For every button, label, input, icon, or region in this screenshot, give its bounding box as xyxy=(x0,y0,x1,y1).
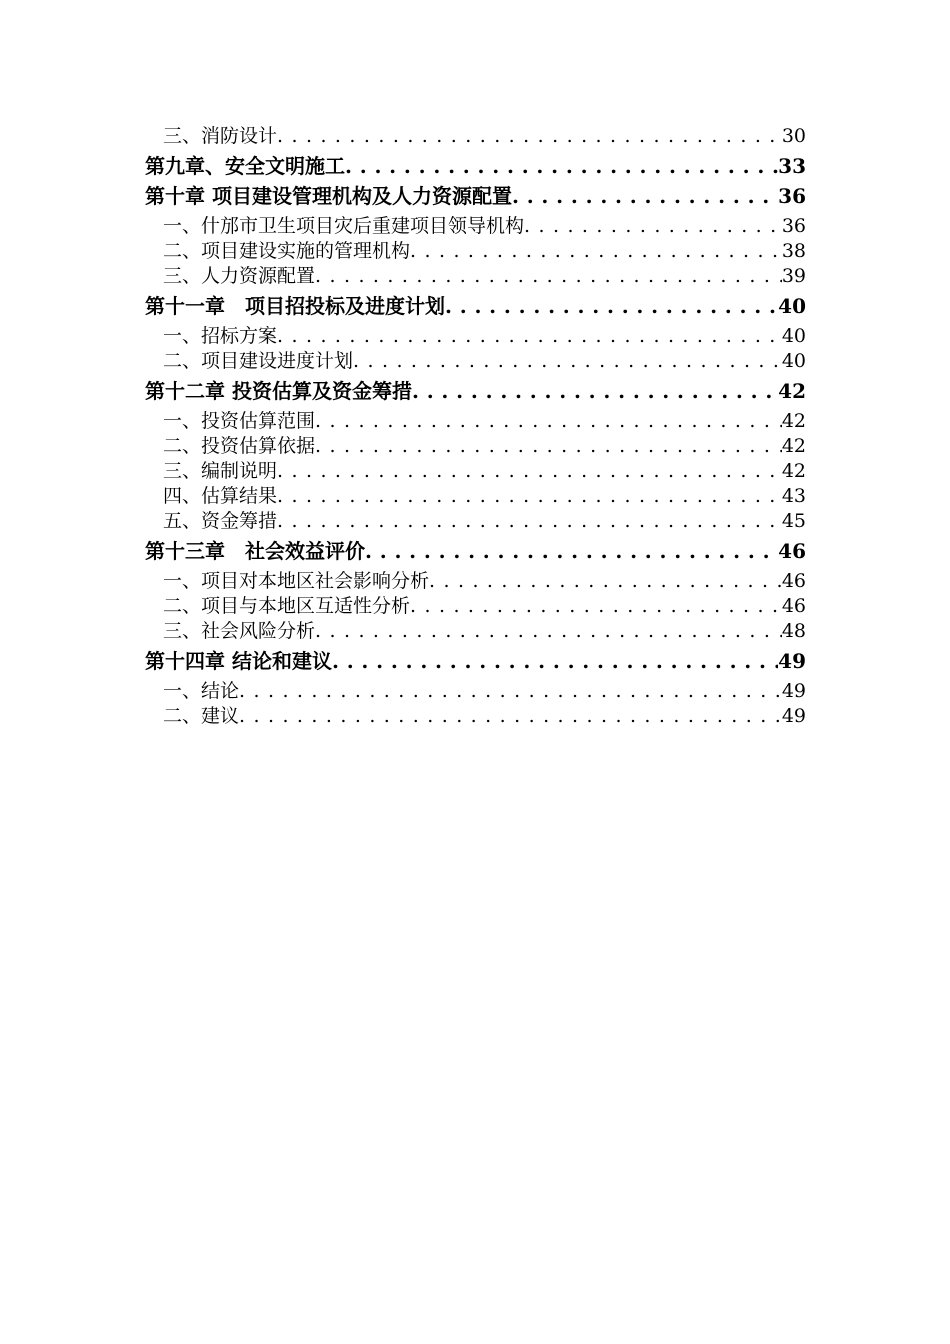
toc-entry-section[interactable] xyxy=(145,704,806,729)
dot-leader xyxy=(239,679,782,704)
toc-entry-title: 二、项目建设实施的管理机构 xyxy=(163,240,411,262)
toc-entry-chapter[interactable] xyxy=(145,539,806,564)
dot-leader xyxy=(412,379,778,404)
toc-entry-page: 40 xyxy=(778,294,806,318)
toc-entry-title: 一、什邡市卫生项目灾后重建项目领导机构 xyxy=(163,215,525,237)
toc-entry-page: 42 xyxy=(778,379,806,403)
toc-entry-title: 一、招标方案 xyxy=(163,325,278,347)
dot-leader xyxy=(277,509,782,534)
dot-leader xyxy=(345,154,778,179)
toc-entry-section[interactable] xyxy=(145,324,806,349)
toc-entry-page: 43 xyxy=(781,485,806,507)
toc-entry-title: 一、结论 xyxy=(163,680,240,702)
toc-entry-section[interactable] xyxy=(145,409,806,434)
dot-leader xyxy=(315,434,782,459)
toc-entry-page: 49 xyxy=(778,649,806,673)
toc-entry-page: 46 xyxy=(778,539,806,563)
toc-entry-page: 48 xyxy=(781,620,806,642)
toc-entry-section[interactable] xyxy=(145,509,806,534)
toc-entry-title: 五、资金筹措 xyxy=(163,510,278,532)
toc-entry-chapter[interactable] xyxy=(145,184,806,209)
toc-entry-title: 一、投资估算范围 xyxy=(163,410,316,432)
dot-leader xyxy=(429,569,782,594)
toc-entry-chapter[interactable] xyxy=(145,649,806,674)
toc-entry-page: 46 xyxy=(781,570,806,592)
toc-entry-section[interactable] xyxy=(145,459,806,484)
toc-entry-page: 42 xyxy=(781,435,806,457)
toc-entry-section[interactable] xyxy=(145,239,806,264)
toc-entry-title: 第十四章 结论和建议 xyxy=(145,649,332,673)
toc-entry-page: 39 xyxy=(781,265,806,287)
toc-entry-section[interactable] xyxy=(145,434,806,459)
dot-leader xyxy=(410,239,782,264)
toc-entry-title: 二、投资估算依据 xyxy=(163,435,316,457)
toc-entry-page: 42 xyxy=(781,410,806,432)
toc-entry-page: 49 xyxy=(781,680,806,702)
toc-entry-section[interactable] xyxy=(145,264,806,289)
toc-entry-chapter[interactable] xyxy=(145,379,806,404)
toc-entry-section[interactable] xyxy=(145,569,806,594)
toc-entry-section[interactable] xyxy=(145,484,806,509)
toc-entry-page: 42 xyxy=(781,460,806,482)
table-of-contents xyxy=(145,124,806,729)
dot-leader xyxy=(315,264,782,289)
toc-entry-section[interactable] xyxy=(145,679,806,704)
toc-entry-chapter[interactable] xyxy=(145,154,806,179)
toc-entry-title: 一、项目对本地区社会影响分析 xyxy=(163,570,430,592)
toc-entry-title: 二、项目建设进度计划 xyxy=(163,350,354,372)
dot-leader xyxy=(365,539,778,564)
toc-entry-title: 三、消防设计 xyxy=(163,125,278,147)
toc-entry-section[interactable] xyxy=(145,124,806,149)
dot-leader xyxy=(239,704,782,729)
toc-entry-page: 40 xyxy=(781,325,806,347)
toc-entry-title: 三、社会风险分析 xyxy=(163,620,316,642)
dot-leader xyxy=(277,484,782,509)
toc-entry-section[interactable] xyxy=(145,594,806,619)
dot-leader xyxy=(277,459,782,484)
toc-entry-page: 46 xyxy=(781,595,806,617)
toc-entry-section[interactable] xyxy=(145,619,806,644)
toc-entry-title: 四、估算结果 xyxy=(163,485,278,507)
dot-leader xyxy=(445,294,778,319)
toc-entry-page: 38 xyxy=(781,240,806,262)
dot-leader xyxy=(315,619,782,644)
toc-entry-title: 三、编制说明 xyxy=(163,460,278,482)
dot-leader xyxy=(524,214,782,239)
toc-entry-title: 第十二章 投资估算及资金筹措 xyxy=(145,379,412,403)
toc-entry-page: 36 xyxy=(778,184,806,208)
toc-entry-title: 第十一章 项目招投标及进度计划 xyxy=(145,294,445,318)
toc-entry-title: 第十章 项目建设管理机构及人力资源配置 xyxy=(145,184,512,208)
toc-entry-title: 第十三章 社会效益评价 xyxy=(145,539,365,563)
dot-leader xyxy=(277,124,782,149)
toc-entry-page: 30 xyxy=(781,125,806,147)
dot-leader xyxy=(332,649,778,674)
toc-entry-page: 36 xyxy=(781,215,806,237)
toc-entry-title: 二、建议 xyxy=(163,705,240,727)
toc-entry-chapter[interactable] xyxy=(145,294,806,319)
toc-entry-section[interactable] xyxy=(145,214,806,239)
dot-leader xyxy=(315,409,782,434)
toc-entry-title: 二、项目与本地区互适性分析 xyxy=(163,595,411,617)
toc-entry-section[interactable] xyxy=(145,349,806,374)
toc-entry-page: 49 xyxy=(781,705,806,727)
dot-leader xyxy=(353,349,782,374)
dot-leader xyxy=(277,324,782,349)
toc-entry-page: 33 xyxy=(778,154,806,178)
toc-entry-page: 45 xyxy=(781,510,806,532)
toc-entry-title: 三、人力资源配置 xyxy=(163,265,316,287)
dot-leader xyxy=(410,594,782,619)
dot-leader xyxy=(512,184,778,209)
toc-entry-title: 第九章、安全文明施工 xyxy=(145,154,345,178)
toc-entry-page: 40 xyxy=(781,350,806,372)
